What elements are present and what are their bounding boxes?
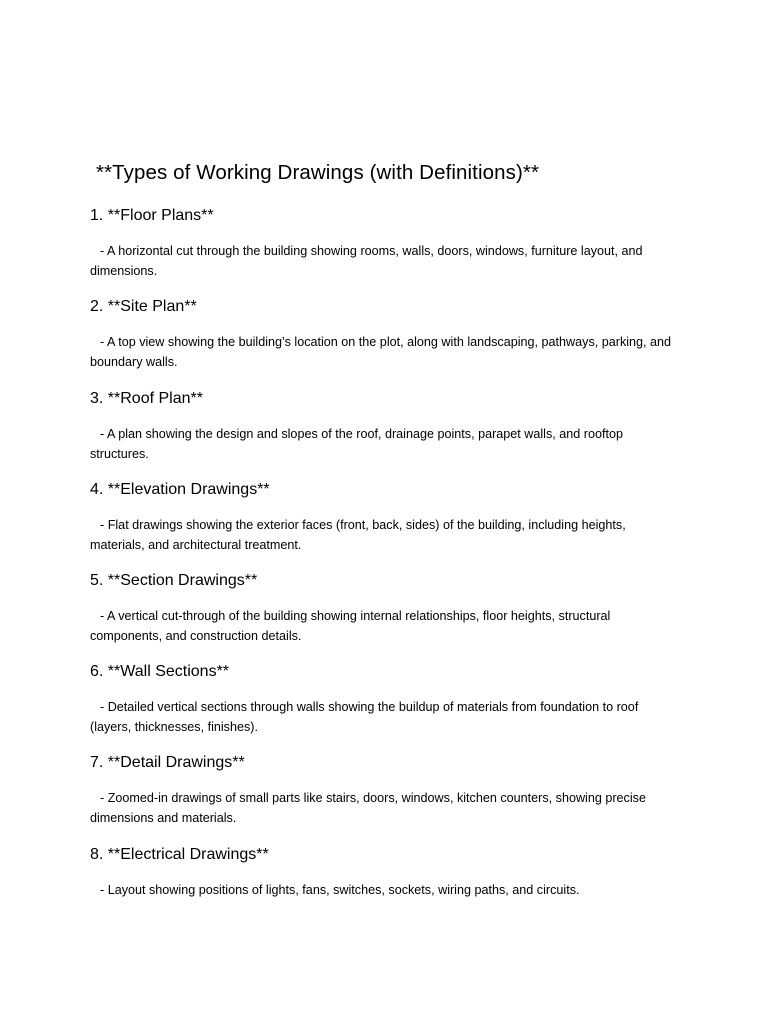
list-item-detail-drawings (90, 753, 680, 828)
document-title: **Types of Working Drawings (with Definitions)** (96, 161, 540, 184)
item-heading: 1. **Floor Plans** (90, 207, 214, 224)
item-heading: 6. **Wall Sections** (90, 663, 230, 680)
item-definition: - Layout showing positions of lights, fans, switches, sockets, wiring paths, and circuits. (100, 883, 580, 897)
item-definition: - A horizontal cut through the building showing rooms, walls, doors, windows, furniture layout, and dimensions. (90, 244, 643, 278)
item-heading: 2. **Site Plan** (90, 298, 197, 315)
item-definition: - A vertical cut-through of the building showing internal relationships, floor heights, structural components, and construction details. (90, 609, 611, 643)
list-item-roof-plan (90, 389, 680, 464)
item-definition: - Flat drawings showing the exterior faces (front, back, sides) of the building, including heights, materials, and architectural treatment. (90, 518, 626, 552)
item-heading: 4. **Elevation Drawings** (90, 481, 270, 498)
item-definition: - Zoomed-in drawings of small parts like stairs, doors, windows, kitchen counters, showing precise dimensions and materials. (90, 791, 646, 825)
list-item-elevation-drawings (90, 480, 680, 555)
list-item-wall-sections (90, 662, 680, 737)
item-heading: 8. **Electrical Drawings** (90, 846, 269, 863)
item-heading: 5. **Section Drawings** (90, 572, 258, 589)
item-definition: - A plan showing the design and slopes of the roof, drainage points, parapet walls, and rooftop structures. (90, 427, 623, 461)
list-item-floor-plans (90, 206, 680, 281)
item-definition: - A top view showing the building’s location on the plot, along with landscaping, pathways, parking, and boundary walls. (90, 335, 672, 369)
list-item-section-drawings (90, 571, 680, 646)
item-heading: 3. **Roof Plan** (90, 390, 203, 407)
list-item-site-plan (90, 297, 680, 372)
list-item-electrical-drawings (90, 845, 680, 901)
item-heading: 7. **Detail Drawings** (90, 754, 245, 771)
item-definition: - Detailed vertical sections through walls showing the buildup of materials from foundation to roof (layers, thicknesses, finishes). (90, 700, 639, 734)
